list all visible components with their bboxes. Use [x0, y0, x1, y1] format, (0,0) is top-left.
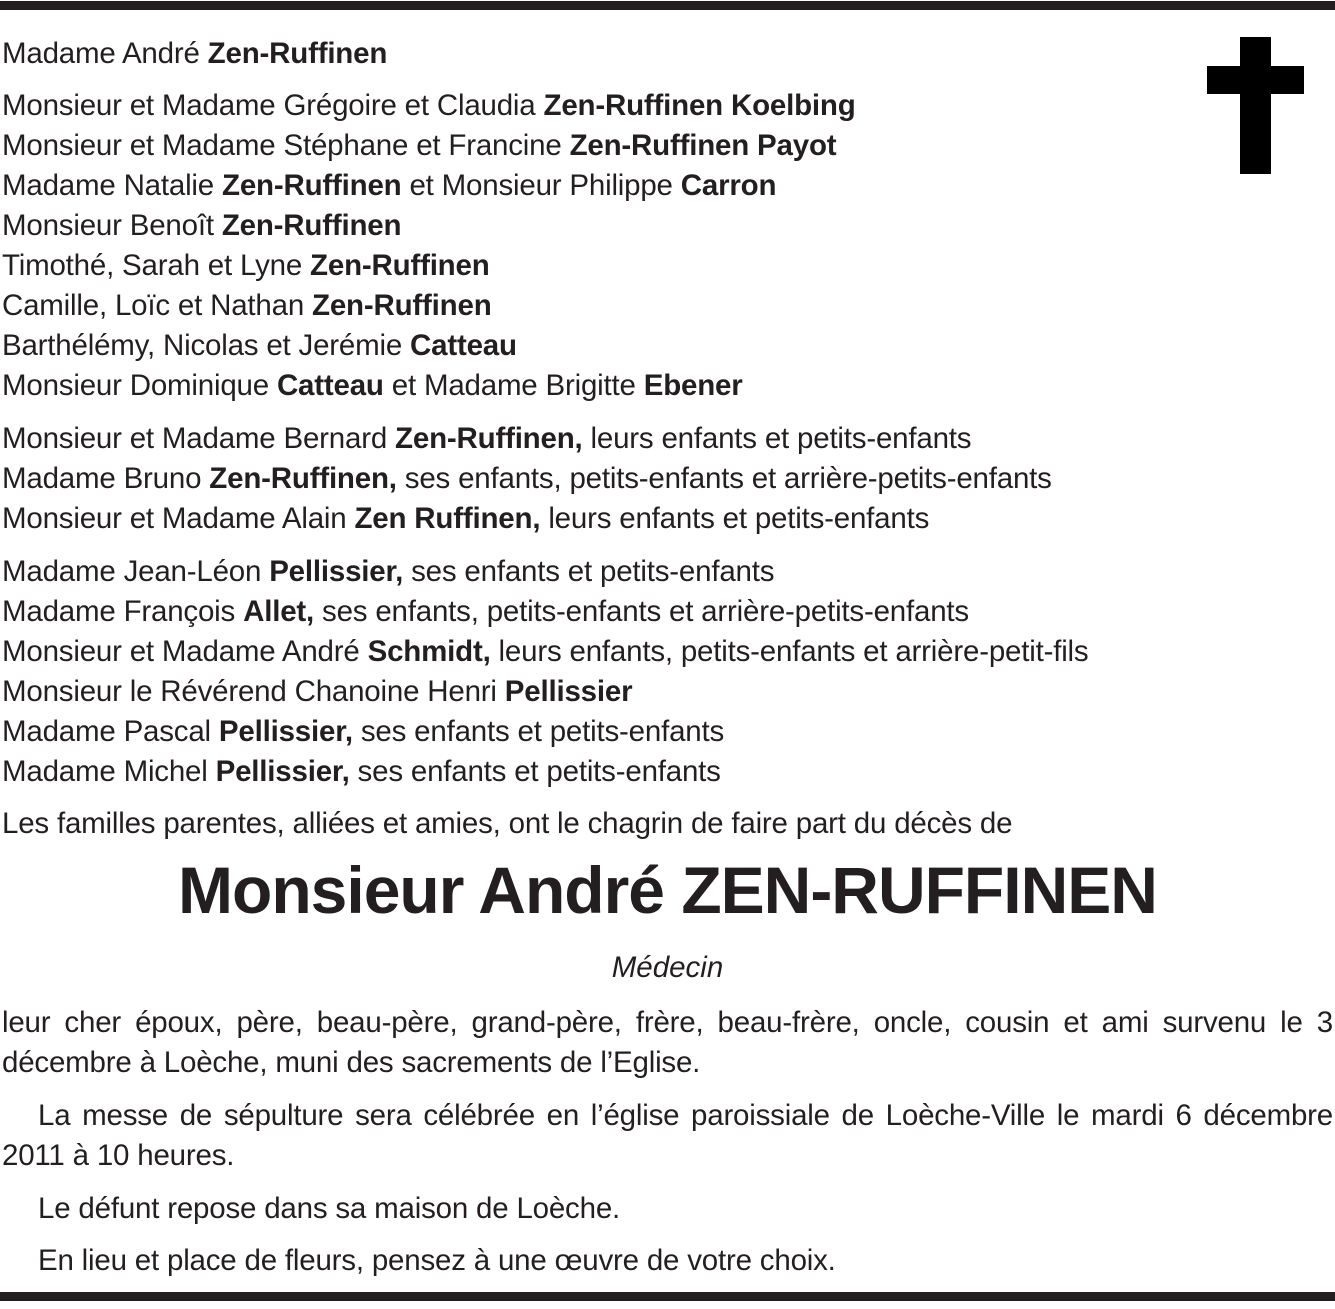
- family-line-prefix: Madame André: [2, 37, 208, 70]
- deceased-name: Monsieur André ZEN-RUFFINEN: [178, 853, 1157, 927]
- family-line: [2, 34, 387, 74]
- family-line-prefix: Monsieur et Madame André: [2, 635, 368, 668]
- family-surname: Zen-Ruffinen Koelbing: [543, 89, 856, 122]
- family-line-prefix: Monsieur et Madame Stéphane et Francine: [2, 129, 570, 162]
- family-line: [2, 126, 856, 166]
- family-line-suffix: ses enfants, petits-enfants et arrière-petits-enfants: [314, 595, 969, 628]
- family-line: [2, 592, 1088, 632]
- family-line: [2, 166, 856, 206]
- family-line-suffix: leurs enfants, petits-enfants et arrière-petit-fils: [490, 635, 1089, 668]
- family-surname: Pellissier,: [215, 755, 350, 788]
- family-surname: Schmidt,: [367, 635, 491, 668]
- family-line-prefix: Monsieur et Madame Grégoire et Claudia: [2, 89, 544, 122]
- family-surname: Zen Ruffinen,: [354, 502, 541, 535]
- family-line-suffix: leurs enfants et petits-enfants: [582, 422, 972, 455]
- family-line: [2, 366, 856, 406]
- family-line: [2, 499, 1052, 539]
- family-line: [2, 552, 1088, 592]
- bottom-rule: [0, 1292, 1335, 1301]
- family-surname: Zen-Ruffinen: [310, 249, 490, 282]
- family-line-prefix: Monsieur le Révérend Chanoine Henri: [2, 675, 505, 708]
- paragraph-announcement: leur cher époux, père, beau-père, grand-père, frère, beau-frère, oncle, cousin et ami survenu le 3 décembre à Loèche, muni des sacrements de l’Eglise.: [2, 1006, 1333, 1079]
- family-surname: Pellissier,: [218, 715, 353, 748]
- family-line: [2, 206, 856, 246]
- family-line-prefix: Madame François: [2, 595, 244, 628]
- paragraph-repose: Le défunt repose dans sa maison de Loèche.: [38, 1192, 621, 1225]
- family-surname: Pellissier,: [269, 555, 404, 588]
- family-group-2: [2, 86, 856, 406]
- intro-text: Les familles parentes, alliées et amies, ont le chagrin de faire part du décès de: [2, 807, 1013, 840]
- family-line-prefix: Madame Michel: [2, 755, 216, 788]
- paragraph-funeral-mass: La messe de sépulture sera célébrée en l’église paroissiale de Loèche-Ville le mardi 6 décembre 2011 à 10 heures.: [2, 1099, 1333, 1172]
- family-line-prefix: Madame Natalie: [2, 169, 222, 202]
- family-surname: Pellissier: [504, 675, 633, 708]
- family-line-prefix: Barthélémy, Nicolas et Jerémie: [2, 329, 411, 362]
- family-line-suffix: ses enfants et petits-enfants: [349, 755, 721, 788]
- family-surname: Zen-Ruffinen: [221, 209, 402, 242]
- family-line: [2, 712, 1088, 752]
- profession: Médecin: [611, 951, 724, 984]
- family-line-prefix: Madame Pascal: [2, 715, 219, 748]
- family-line-prefix: Madame Bruno: [2, 462, 210, 495]
- family-surname: Zen-Ruffinen,: [209, 462, 397, 495]
- family-line-prefix: Monsieur et Madame Alain: [2, 502, 355, 535]
- family-surname-2: Ebener: [643, 369, 743, 402]
- family-surname: Zen-Ruffinen: [207, 37, 388, 70]
- family-surname: Zen-Ruffinen: [312, 289, 492, 322]
- family-group-4: [2, 552, 1088, 792]
- cross-icon: [1207, 37, 1304, 174]
- paragraph-flowers: En lieu et place de fleurs, pensez à une œuvre de votre choix.: [38, 1244, 836, 1277]
- family-line-prefix: Timothé, Sarah et Lyne: [2, 249, 311, 282]
- family-line: [2, 672, 1088, 712]
- family-line: [2, 86, 856, 126]
- family-line-suffix: leurs enfants et petits-enfants: [540, 502, 930, 535]
- family-surname: Catteau: [410, 329, 517, 362]
- family-line-prefix: Monsieur et Madame Bernard: [2, 422, 396, 455]
- family-line: [2, 286, 856, 326]
- family-line-suffix: et Monsieur Philippe: [401, 169, 681, 202]
- family-surname-2: Carron: [680, 169, 777, 202]
- family-line-prefix: Monsieur Benoît: [2, 209, 222, 242]
- family-line-suffix: ses enfants et petits-enfants: [403, 555, 775, 588]
- family-surname: Allet,: [243, 595, 315, 628]
- family-line-prefix: Madame Jean-Léon: [2, 555, 270, 588]
- family-line-suffix: ses enfants et petits-enfants: [352, 715, 725, 748]
- family-line: [2, 459, 1052, 499]
- family-surname: Zen-Ruffinen: [222, 169, 402, 202]
- top-rule: [0, 1, 1335, 10]
- family-line-prefix: Monsieur Dominique: [2, 369, 277, 402]
- family-line: [2, 419, 1052, 459]
- family-line-prefix: Camille, Loïc et Nathan: [2, 289, 313, 322]
- family-line: [2, 326, 856, 366]
- family-line: [2, 752, 1088, 792]
- family-surname: Catteau: [276, 369, 384, 402]
- family-line: [2, 632, 1088, 672]
- family-surname: Zen-Ruffinen Payot: [569, 129, 837, 162]
- family-surname: Zen-Ruffinen,: [395, 422, 583, 455]
- family-group-3: [2, 419, 1052, 539]
- family-line-suffix: ses enfants, petits-enfants et arrière-petits-enfants: [396, 462, 1052, 495]
- family-group-1: [2, 34, 387, 74]
- family-line-suffix: et Madame Brigitte: [383, 369, 644, 402]
- family-line: [2, 246, 856, 286]
